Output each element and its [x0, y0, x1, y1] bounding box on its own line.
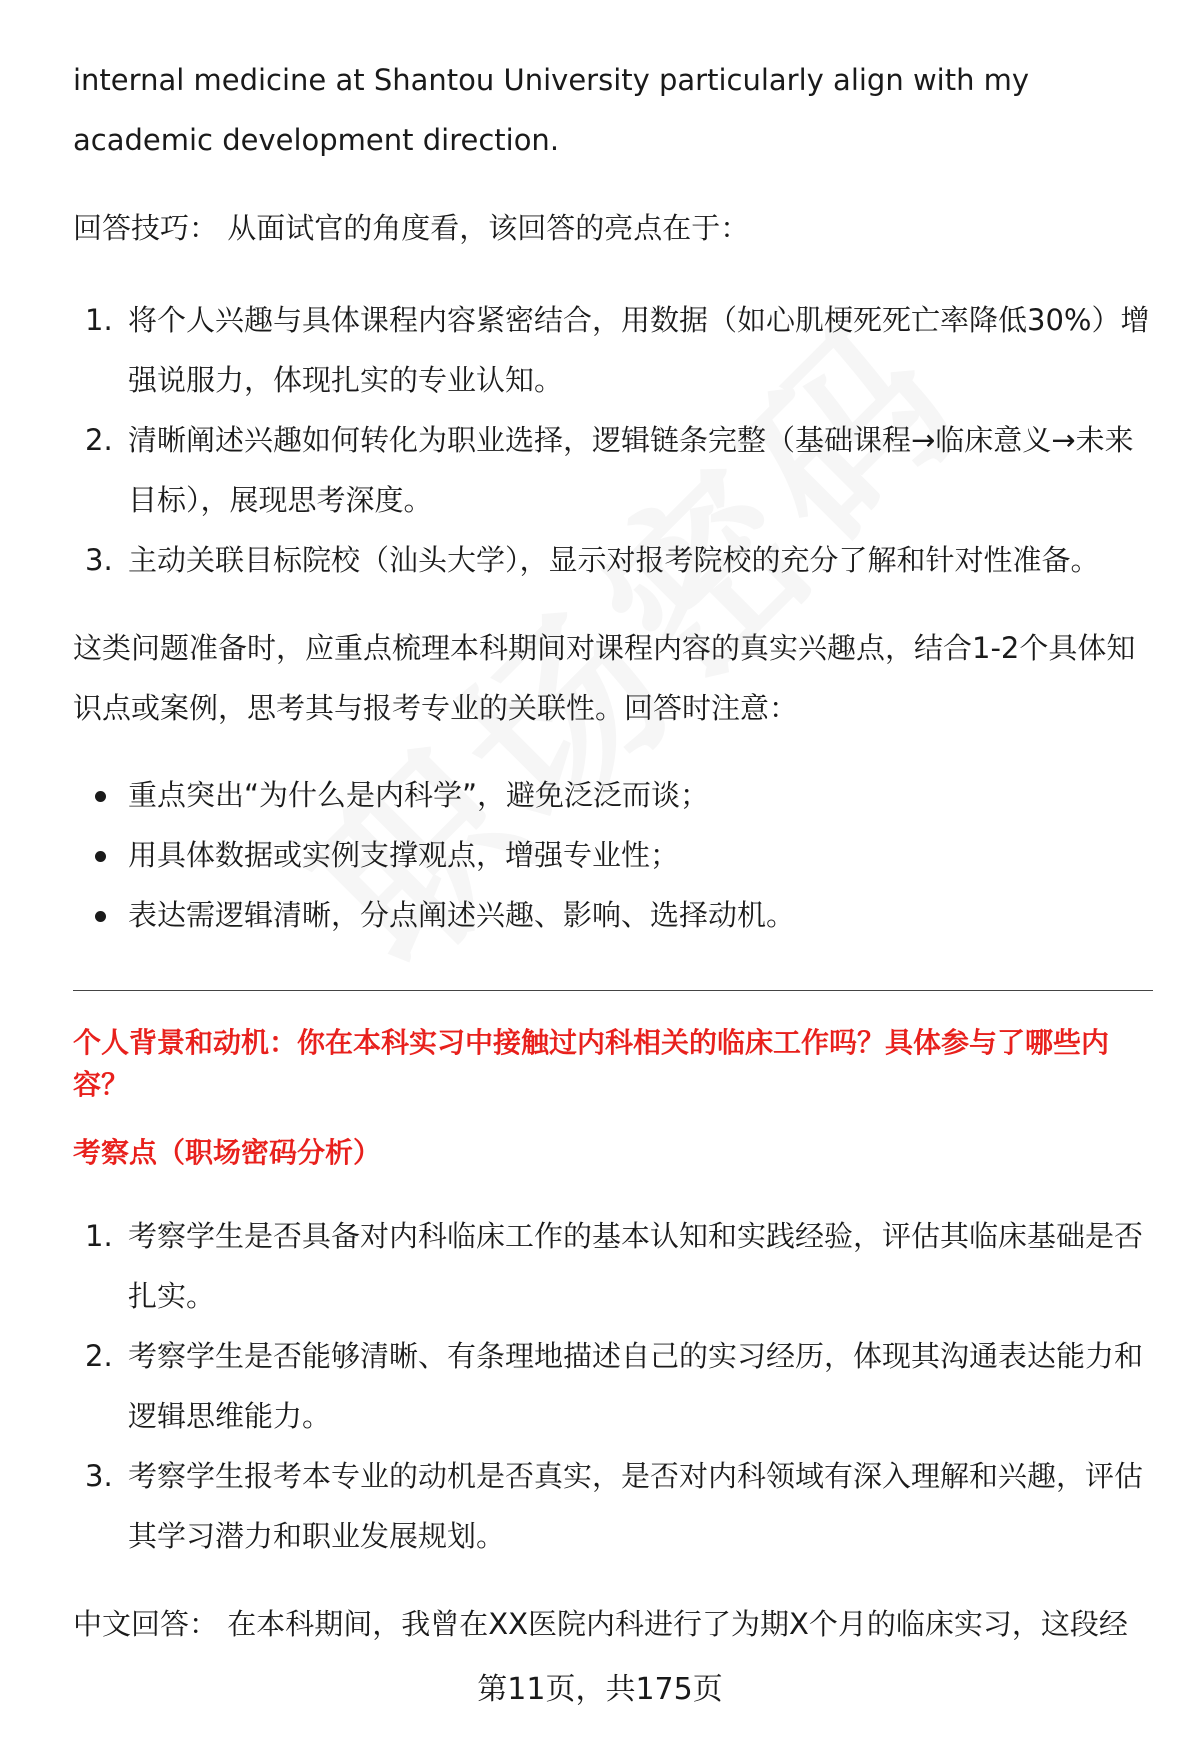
list-item-text: 将个人兴趣与具体课程内容紧密结合，用数据（如心肌梗死死亡率降低30%）增强说服力，体现扎实的专业认知。	[128, 303, 1150, 397]
answer-tip-label: 回答技巧：	[73, 211, 219, 245]
list-item	[73, 765, 1153, 825]
highlights-list	[73, 290, 1153, 590]
list-item-text: 考察学生是否具备对内科临床工作的基本认知和实践经验，评估其临床基础是否扎实。	[128, 1219, 1144, 1313]
list-item-text: 用具体数据或实例支撑观点，增强专业性；	[128, 838, 680, 872]
preparation-paragraph: 这类问题准备时，应重点梳理本科期间对课程内容的真实兴趣点，结合1-2个具体知识点或案例，思考其与报考专业的关联性。回答时注意：	[73, 631, 1136, 725]
list-item-text: 清晰阐述兴趣如何转化为职业选择，逻辑链条完整（基础课程→临床意义→未来目标），展现思考深度。	[128, 423, 1134, 517]
list-item	[73, 530, 1153, 590]
list-item	[73, 825, 1153, 885]
assessment-subheading: 考察点（职场密码分析）	[73, 1136, 382, 1169]
bullet-icon	[95, 851, 106, 862]
question-heading: 个人背景和动机：你在本科实习中接触过内科相关的临床工作吗？具体参与了哪些内容？	[73, 1026, 1110, 1101]
list-item	[73, 1446, 1153, 1566]
answer-label: 中文回答：	[73, 1607, 219, 1641]
page-footer: 第11页，共175页	[477, 1672, 723, 1707]
list-item	[73, 1206, 1153, 1326]
list-item-text: 表达需逻辑清晰，分点阐述兴趣、影响、选择动机。	[128, 898, 796, 932]
list-item-text: 考察学生报考本专业的动机是否真实，是否对内科领域有深入理解和兴趣，评估其学习潜力和职业发展规划。	[128, 1459, 1144, 1553]
list-item	[73, 290, 1153, 410]
list-item-text: 考察学生是否能够清晰、有条理地描述自己的实习经历，体现其沟通表达能力和逻辑思维能力。	[128, 1339, 1144, 1433]
list-number: 1.	[85, 303, 113, 337]
bullet-icon	[95, 911, 106, 922]
list-number: 2.	[85, 1339, 113, 1373]
intro-paragraph: internal medicine at Shantou University particularly align with my academic development direction.	[73, 63, 1030, 157]
answer-tip-text: 从面试官的角度看，该回答的亮点在于：	[227, 211, 750, 245]
list-item	[73, 885, 1153, 945]
list-item	[73, 410, 1153, 530]
list-number: 3.	[85, 1459, 113, 1493]
bullet-icon	[95, 791, 106, 802]
list-item	[73, 1326, 1153, 1446]
answer-tip-paragraph	[73, 198, 749, 258]
list-number: 1.	[85, 1219, 113, 1253]
notes-list	[73, 765, 1153, 945]
list-item-text: 重点突出“为什么是内科学”，避免泛泛而谈；	[128, 778, 710, 812]
list-number: 2.	[85, 423, 113, 457]
chinese-answer-paragraph	[73, 1594, 1128, 1654]
section-divider	[73, 990, 1153, 991]
assessment-points-list	[73, 1206, 1153, 1566]
list-number: 3.	[85, 543, 113, 577]
list-item-text: 主动关联目标院校（汕头大学），显示对报考院校的充分了解和针对性准备。	[128, 543, 1100, 577]
answer-text: 在本科期间，我曾在XX医院内科进行了为期X个月的临床实习，这段经	[227, 1607, 1128, 1641]
